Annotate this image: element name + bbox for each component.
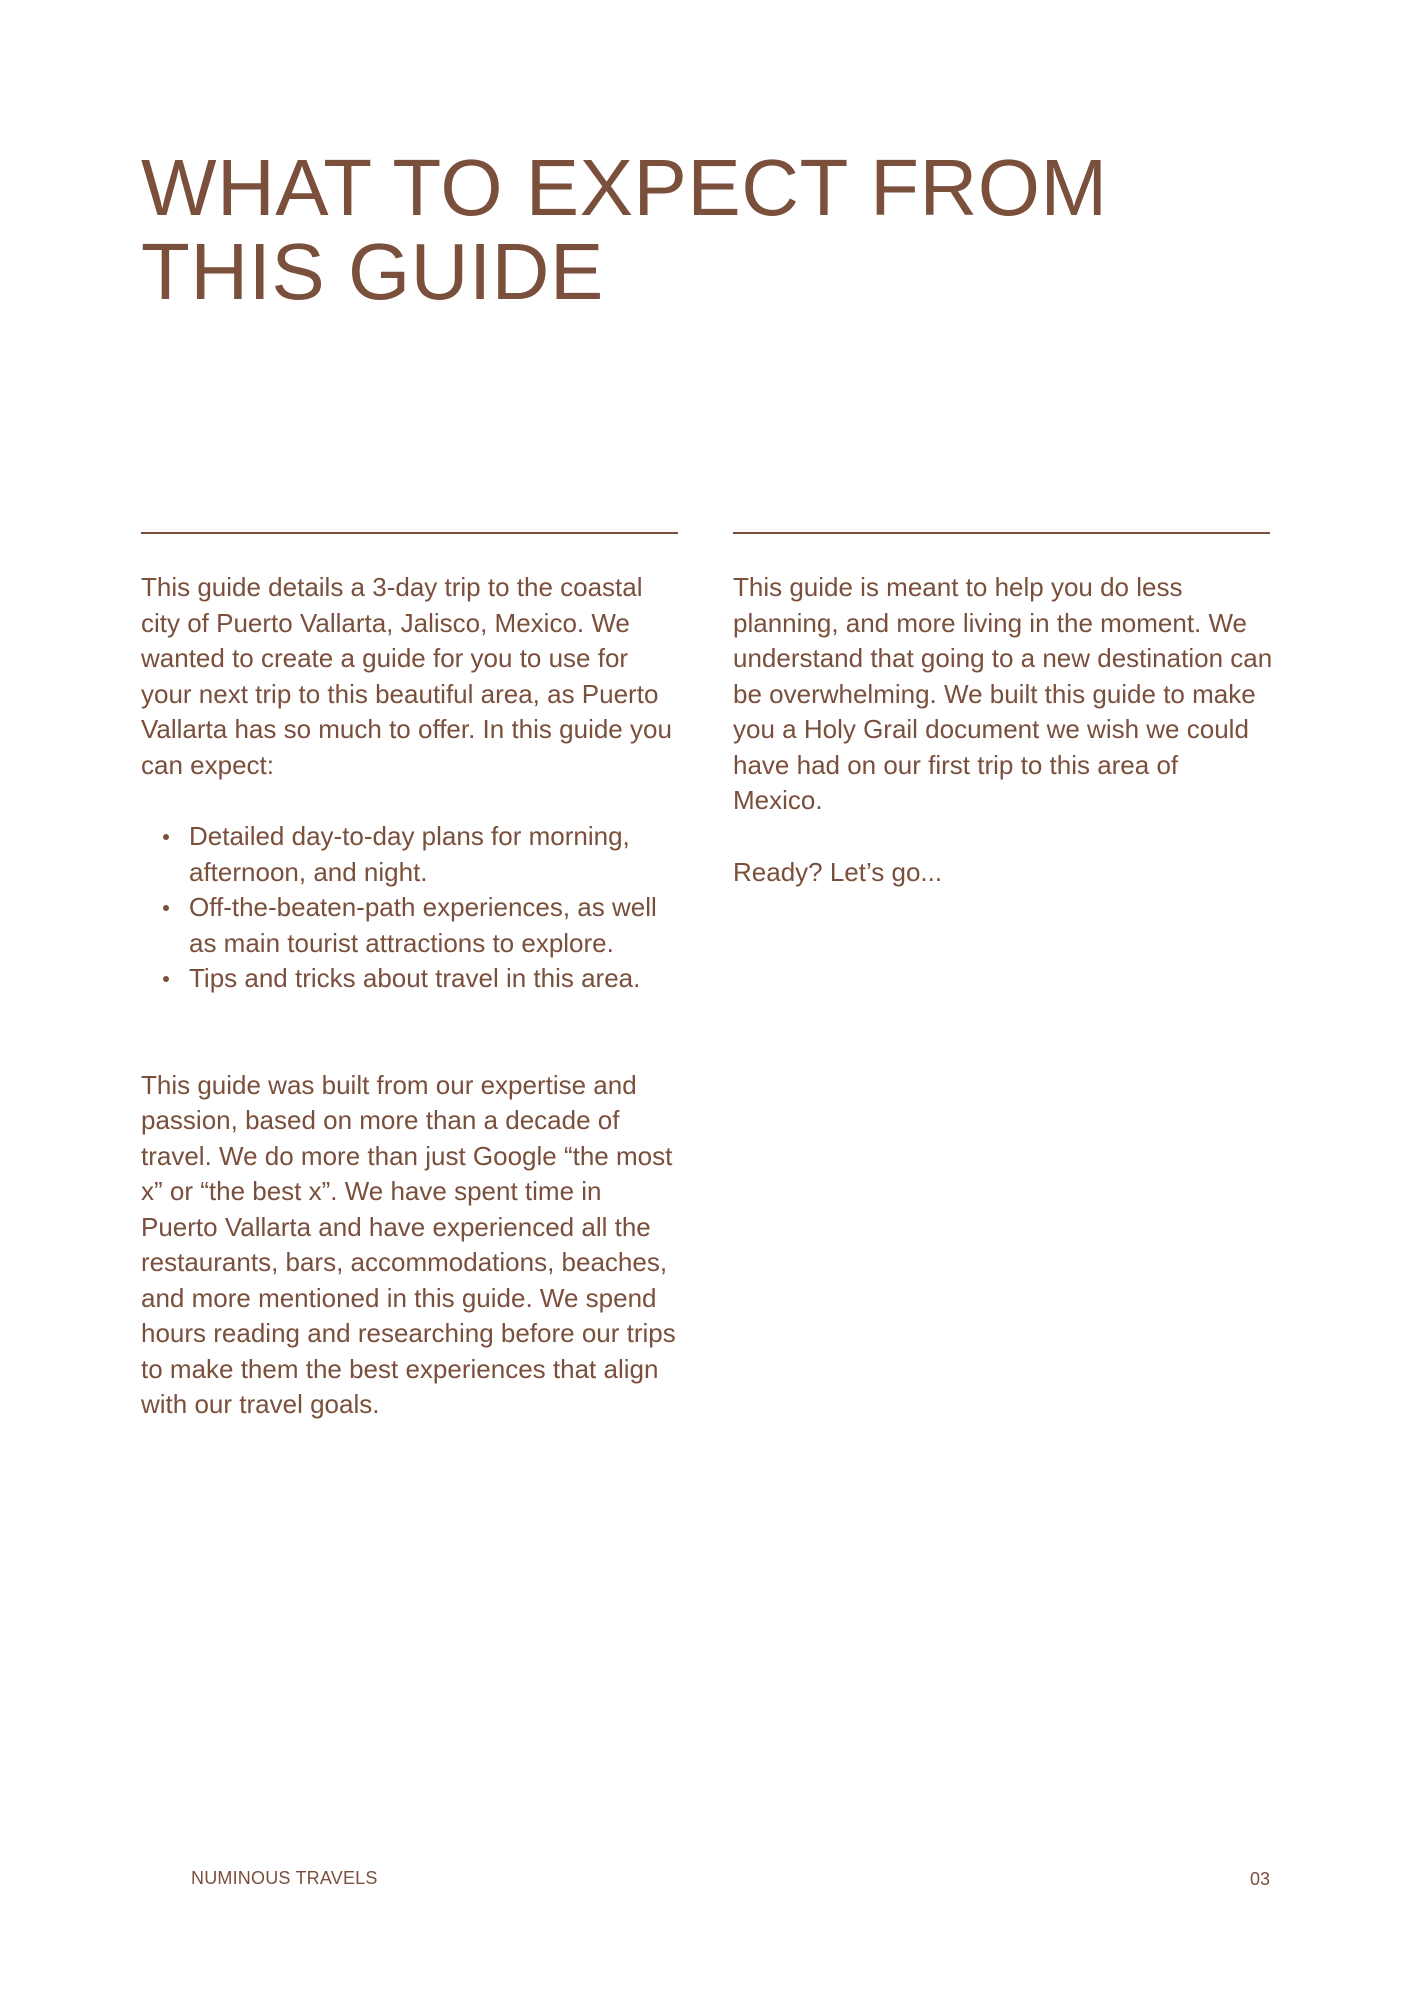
expectations-list <box>141 819 681 997</box>
list-item: Off-the-beaten-path experiences, as well as main tourist attractions to explore. <box>189 890 681 961</box>
page-number: 03 <box>1249 1869 1270 1889</box>
left-column <box>141 570 681 1423</box>
call-to-action: Ready? Let’s go... <box>733 856 943 887</box>
right-column <box>733 570 1273 890</box>
right-column-divider <box>733 532 1270 534</box>
purpose-paragraph: This guide is meant to help you do less planning, and more living in the moment. We understand that going to a new destination can be overwhelming. We built this guide to make you a Holy Grail document we wish we could have had on our first trip to this area of Mexico. <box>733 572 1273 815</box>
left-column-divider <box>141 532 678 534</box>
closing-paragraph: This guide was built from our expertise and passion, based on more than a decade of travel. We do more than just Google “the most x” or “the best x”. We have spent time in Puerto Vallarta and have experienced all the restaurants, bars, accommodations, beaches, and more mentioned in this guide. We spend hours reading and researching before our trips to make them the best experiences that align with our travel goals. <box>141 1069 676 1419</box>
footer-brand: NUMINOUS TRAVELS <box>191 1868 378 1888</box>
page-title: WHAT TO EXPECT FROM THIS GUIDE <box>141 143 1108 316</box>
intro-paragraph: This guide details a 3-day trip to the coastal city of Puerto Vallarta, Jalisco, Mexico. We wanted to create a guide for you to use for your next trip to this beautiful area, as Puerto Vallarta has so much to offer. In this guide you can expect: <box>141 572 672 780</box>
list-item: Detailed day-to-day plans for morning, afternoon, and night. <box>189 819 681 890</box>
list-item: Tips and tricks about travel in this area. <box>189 961 681 997</box>
